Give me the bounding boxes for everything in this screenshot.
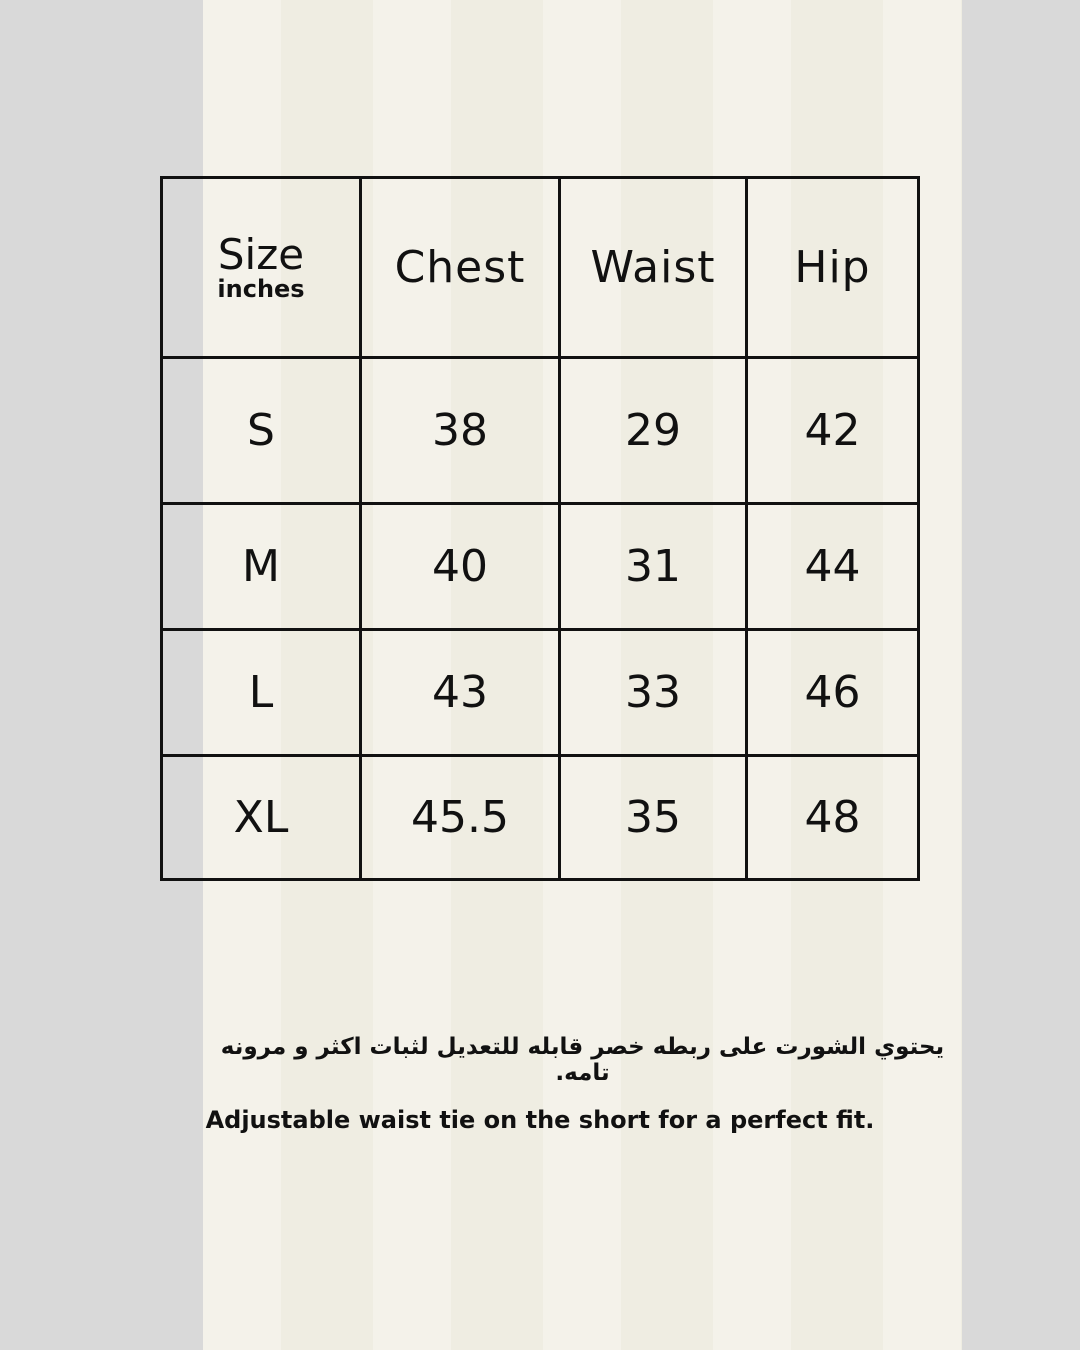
size-chart-table (160, 176, 920, 881)
row-hip: 44 (747, 504, 919, 630)
row-hip: 46 (747, 630, 919, 756)
header-chest: Chest (361, 178, 560, 358)
row-chest: 38 (361, 358, 560, 504)
table-header-row (162, 178, 919, 358)
table-row (162, 756, 919, 880)
row-chest: 40 (361, 504, 560, 630)
header-hip: Hip (747, 178, 919, 358)
row-chest: 43 (361, 630, 560, 756)
row-chest: 45.5 (361, 756, 560, 880)
row-hip: 42 (747, 358, 919, 504)
table-row (162, 630, 919, 756)
table-row (162, 358, 919, 504)
english-note: Adjustable waist tie on the short for a perfect fit. (205, 1106, 875, 1134)
header-size-unit: inches (217, 274, 305, 303)
header-size-cell (162, 178, 361, 358)
arabic-note: يحتوي الشورت على ربطه خصر قابله للتعديل لثبات اكثر و مرونه تامه. (220, 1034, 945, 1086)
row-size: M (162, 504, 361, 630)
row-waist: 33 (560, 630, 747, 756)
table-row (162, 504, 919, 630)
header-size-title: Size (217, 229, 305, 279)
row-waist: 31 (560, 504, 747, 630)
row-size: S (162, 358, 361, 504)
row-waist: 35 (560, 756, 747, 880)
row-size: L (162, 630, 361, 756)
row-size: XL (162, 756, 361, 880)
row-hip: 48 (747, 756, 919, 880)
header-waist: Waist (560, 178, 747, 358)
row-waist: 29 (560, 358, 747, 504)
